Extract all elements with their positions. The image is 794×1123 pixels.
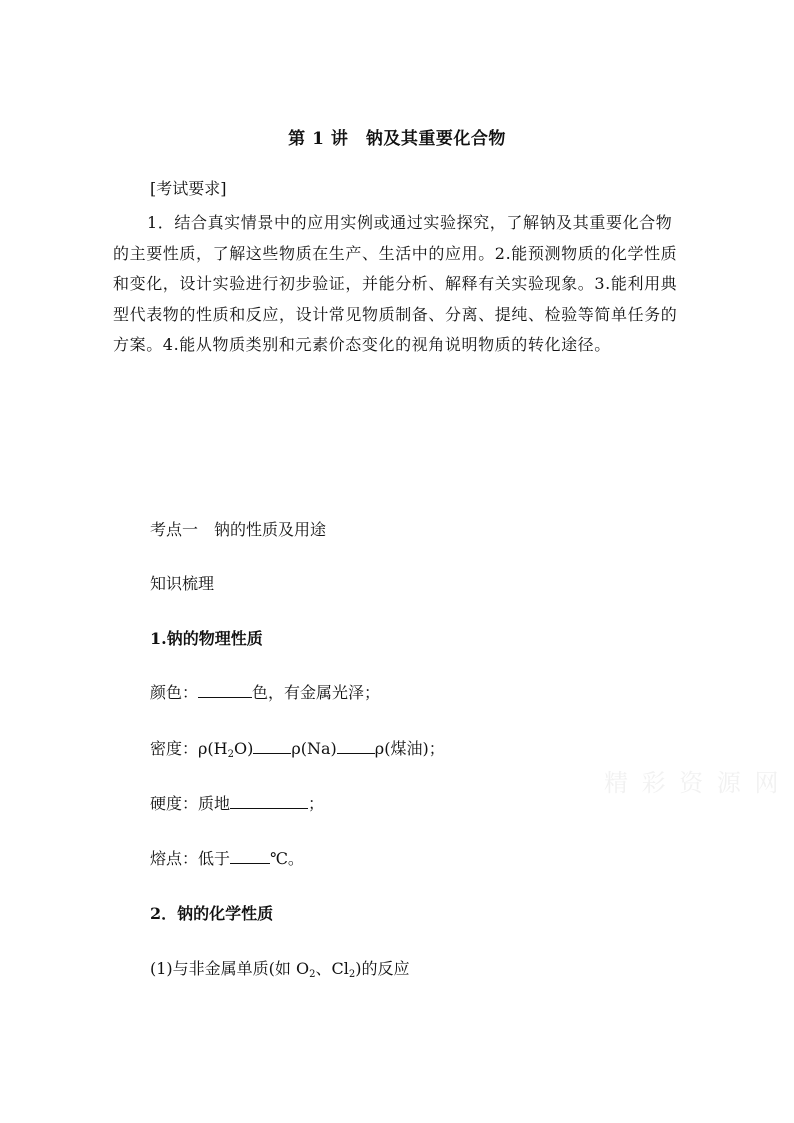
melting-blank <box>230 848 270 864</box>
reaction-a: (1)与非金属单质(如 O <box>150 959 310 978</box>
color-label: 颜色： <box>150 683 199 702</box>
melting-line <box>150 846 304 869</box>
chemical-properties-heading: 2．钠的化学性质 <box>150 904 274 923</box>
melting-tail: ℃。 <box>270 849 304 868</box>
hardness-blank <box>230 793 308 809</box>
requirements-text: 1．结合真实情景中的应用实例或通过实验探究，了解钠及其重要化合物的主要性质，了解这些物质在生产、生活中的应用。2.能预测物质的化学性质和变化，设计实验进行初步验证，并能分析、解释有关实验现象。3.能利用典型代表物的性质和反应，设计常见物质制备、分离、提纯、检验等简单任务的方案。4.能从物质类别和元素价态变化的视角说明物质的转化途径。 <box>113 213 678 354</box>
density-blank-2 <box>337 738 375 754</box>
density-line <box>150 736 445 759</box>
reaction-c: )的反应 <box>355 959 410 978</box>
cl2-subscript: 2 <box>348 969 356 980</box>
reaction-line <box>150 956 410 979</box>
h2o-subscript: 2 <box>227 749 234 760</box>
color-tail: 色，有金属光泽； <box>252 683 381 702</box>
rho-3: ρ <box>374 739 385 758</box>
requirements-paragraph <box>113 208 683 361</box>
h2o-b: O) <box>234 739 254 758</box>
zhishi-heading: 知识梳理 <box>150 574 215 593</box>
hardness-tail: ； <box>308 794 325 813</box>
color-line <box>150 680 380 703</box>
kerosene-label: (煤油)； <box>384 739 445 758</box>
rho-1: ρ <box>198 739 208 758</box>
h2o-a: (H <box>207 739 228 758</box>
hardness-line <box>150 791 324 814</box>
physical-properties-heading: 1.钠的物理性质 <box>150 629 263 648</box>
reaction-b: 、Cl <box>315 959 349 978</box>
density-label: 密度： <box>150 739 199 758</box>
watermark: 精 彩 资 源 网 <box>604 769 782 797</box>
requirements-heading: [考试要求] <box>150 179 227 198</box>
hardness-label: 硬度：质地 <box>150 794 231 813</box>
lecture-title: 第 1 讲 钠及其重要化合物 <box>288 129 506 149</box>
density-blank-1 <box>253 738 291 754</box>
kaodian-heading: 考点一 钠的性质及用途 <box>150 520 327 539</box>
color-blank <box>198 682 252 698</box>
o2-subscript: 2 <box>309 969 316 980</box>
na-label: (Na) <box>300 739 337 758</box>
rho-2: ρ <box>291 739 301 758</box>
melting-label: 熔点：低于 <box>150 849 231 868</box>
